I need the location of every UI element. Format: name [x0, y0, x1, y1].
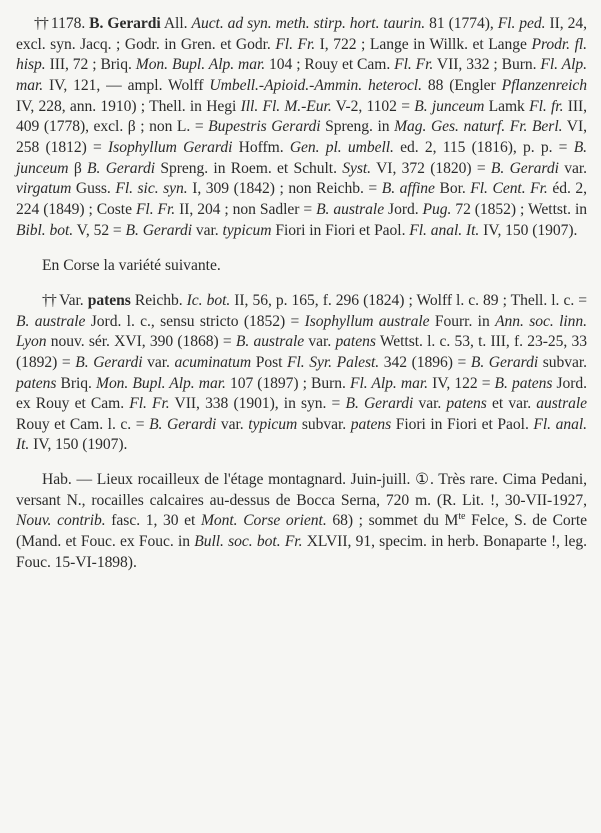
variety-segment: australe	[536, 395, 587, 413]
variety-segment: var.	[142, 353, 175, 371]
entry-main-segment: Fl. Fr.	[275, 35, 316, 53]
entry-main-segment: IV, 121, — ampl. Wolff	[43, 76, 210, 94]
entry-main-segment: Fl. Fr.	[394, 56, 434, 74]
variety-segment: var.	[216, 415, 249, 433]
variety-segment: IV, 150 (1907).	[29, 436, 128, 454]
entry-main-segment: Umbell.-Apioid.-Ammin. heterocl.	[209, 76, 422, 94]
variety-segment: Isophyllum australe	[304, 312, 430, 330]
entry-main-segment: Syst.	[342, 159, 372, 177]
entry-main-segment: Fl. Fr.	[135, 200, 176, 218]
entry-main-segment: 72 (1852) ; Wettst. in	[451, 200, 587, 218]
variety-segment: IV, 122 =	[427, 374, 495, 392]
entry-main-segment: Gen. pl. umbell.	[289, 138, 394, 156]
variety-entry	[16, 291, 587, 456]
entry-main-segment: 1178.	[50, 15, 90, 32]
entry-main-segment: VI, 258 (1812) =	[16, 118, 587, 156]
variety-segment: Rouy et Cam. l. c. =	[16, 415, 150, 433]
entry-main-segment: II, 24, excl. syn. Jacq. ; Godr. in Gren. et Godr.	[16, 15, 587, 53]
entry-main-segment: ed. 2, 115 (1816), p. p. =	[393, 138, 574, 156]
variety-segment: II, 56, p. 165, f. 296 (1824) ; Wolff l. c. 89 ; Thell. l. c. =	[230, 291, 587, 309]
variety-segment: nouv. sér. XVI, 390 (1868) =	[46, 333, 236, 351]
entry-main-segment: VI, 372 (1820) =	[371, 159, 491, 177]
habitat-segment: Hab. — Lieux rocailleux de l'étage montagnard. Juin-juill. ①. Très rare. Cima Pedani, versant N., rocailles calcaires au-dessus de Bocca Serna, 720 m. (R. Lit. !, 30-VII-1927,	[16, 471, 587, 509]
entry-main-segment: 81 (1774),	[425, 15, 498, 32]
variety-segment: acuminatum	[174, 353, 252, 371]
variety-segment: var.	[413, 395, 447, 413]
entry-main-segment: B. junceum	[16, 138, 588, 177]
entry-main-segment: Bor.	[434, 180, 471, 198]
variety-segment: Jord. l. c., sensu stricto (1852) =	[85, 312, 305, 330]
variety-segment: B. Gerardi	[75, 353, 143, 371]
variety-segment: B. patens	[494, 374, 553, 392]
entry-main-segment: var.	[558, 159, 587, 177]
entry-main-segment: B. junceum	[414, 97, 485, 115]
variety-segment: ††	[42, 291, 60, 309]
entry-main-segment: Hoffm.	[232, 138, 290, 156]
variety-segment: Fiori in Fiori et Paol.	[391, 415, 534, 433]
entry-main-segment: B. affine	[381, 180, 435, 198]
entry-main-segment: B. Gerardi	[125, 221, 193, 239]
entry-main-segment: Mag. Ges. naturf. Fr. Berl.	[394, 118, 563, 136]
variety-segment: VII, 338 (1901), in syn. =	[169, 395, 346, 413]
entry-main-segment: V, 52 =	[73, 221, 126, 239]
variety-segment: Fl. Fr.	[129, 395, 170, 413]
entry-main-segment: Jord.	[384, 200, 423, 218]
variety-segment: Fl. Syr. Palest.	[287, 353, 380, 371]
entry-main-segment: Fl. anal. It.	[409, 221, 480, 239]
variety-segment: Reichb.	[130, 291, 187, 309]
entry-main-segment: Bupestris Gerardi	[208, 118, 321, 136]
variety-segment: B. australe	[235, 333, 305, 351]
habitat-segment: Mont. Corse orient.	[200, 512, 327, 530]
variety-segment: patens	[87, 291, 131, 309]
entry-main-segment: I, 309 (1842) ; non Reichb. =	[187, 180, 382, 198]
entry-main-segment: Bibl. bot.	[16, 221, 74, 239]
variety-segment: Post	[251, 353, 287, 371]
entry-main-segment: B. Gerardi	[87, 159, 156, 177]
entry-main-segment: Prodr. fl. hisp.	[16, 35, 587, 74]
variety-segment: patens	[335, 333, 376, 351]
entry-main-segment: typicum	[222, 221, 272, 239]
variety-segment: Fourr. in	[429, 312, 496, 330]
entry-main-segment: Ill. Fl. M.-Eur.	[240, 97, 332, 115]
entry-main-segment: B. Gerardi	[89, 15, 161, 32]
variety-segment: Ann. soc. linn. Lyon	[16, 312, 588, 351]
variety-segment: Briq.	[56, 374, 96, 392]
entry-main-segment: ††	[34, 15, 51, 32]
habitat-segment: 68) ; sommet du M	[326, 512, 459, 530]
entry-main-segment: IV, 150 (1907).	[479, 221, 578, 239]
habitat-segment: te	[458, 511, 466, 523]
species-entry	[16, 14, 587, 241]
habitat-segment: XLVII, 91, specim. in herb. Bonaparte !, leg. Fouc. 15-VI-1898).	[16, 533, 587, 571]
variety-segment: B. Gerardi	[470, 353, 539, 371]
entry-main-segment: Auct. ad syn. meth. stirp. hort. taurin.	[191, 15, 426, 32]
habitat-paragraph	[16, 470, 587, 573]
entry-main-segment: Mon. Bupl. Alp. mar.	[135, 56, 266, 74]
variety-segment: Var.	[59, 291, 88, 309]
entry-main-segment: var.	[192, 221, 223, 239]
entry-main-segment: Fl. sic. syn.	[115, 180, 188, 198]
entry-main-segment: éd. 2, 224 (1849) ; Coste	[16, 180, 587, 218]
entry-main-segment: I, 722 ; Lange in Willk. et Lange	[315, 35, 532, 53]
variety-segment: patens	[350, 415, 392, 433]
entry-main-segment: Spreng. in Roem. et Schult.	[155, 159, 343, 177]
entry-main-segment: 88 (Engler	[421, 76, 502, 94]
variety-segment: 107 (1897) ; Burn.	[225, 374, 350, 392]
entry-main-segment: II, 204 ; non Sadler =	[175, 200, 317, 218]
entry-main-segment: Fl. Alp. mar.	[16, 56, 587, 94]
variety-segment: B. Gerardi	[345, 395, 414, 413]
variety-segment: Fl. anal. It.	[16, 415, 587, 454]
entry-main-segment: 104 ; Rouy et Cam.	[265, 56, 395, 74]
variety-segment: B. australe	[16, 312, 86, 330]
entry-main-segment: Fl. fr.	[529, 97, 564, 115]
entry-main-segment: VII, 332 ; Burn.	[433, 56, 541, 74]
entry-main-segment: All.	[160, 15, 192, 32]
variety-segment: Ic. bot.	[186, 291, 231, 309]
variety-segment: patens	[446, 395, 487, 413]
entry-main-segment: Fiori in Fiori et Paol.	[271, 221, 410, 239]
variety-segment: 342 (1896) =	[379, 353, 471, 371]
variety-segment: B. Gerardi	[149, 415, 217, 433]
entry-main-segment: B. Gerardi	[490, 159, 559, 177]
corse-note: En Corse la variété suivante.	[42, 257, 221, 275]
entry-main-segment: β	[68, 159, 88, 177]
habitat-segment: Bull. soc. bot. Fr.	[194, 533, 303, 551]
variety-segment: patens	[16, 374, 57, 392]
entry-main-segment: B. australe	[316, 200, 385, 218]
variety-segment: var.	[304, 333, 336, 351]
entry-main-segment: virgatum	[16, 180, 72, 198]
entry-main-segment: Guss.	[71, 180, 116, 198]
variety-segment: subvar.	[538, 353, 587, 371]
entry-main-segment: Fl. Cent. Fr.	[470, 180, 548, 198]
entry-main-segment: Isophyllum Gerardi	[108, 138, 233, 156]
variety-segment: Mon. Bupl. Alp. mar.	[96, 374, 226, 392]
variety-segment: typicum	[248, 415, 298, 433]
variety-segment: et var.	[486, 395, 537, 413]
entry-main-segment: V-2, 1102 =	[331, 97, 415, 115]
entry-main-segment: Pflanzenreich	[501, 76, 587, 94]
entry-main-segment: IV, 228, ann. 1910) ; Thell. in Hegi	[16, 97, 241, 115]
variety-segment: Jord. ex Rouy et Cam.	[16, 374, 587, 413]
entry-main-segment: III, 72 ; Briq.	[45, 56, 136, 74]
entry-main-segment: Pug.	[422, 200, 452, 218]
habitat-segment: Nouv. contrib.	[16, 512, 106, 530]
variety-segment: Wettst. l. c. 53, t. III, f. 23-25, 33 (1892) =	[16, 333, 587, 371]
entry-main-segment: III, 409 (1778), excl. β ; non L. =	[16, 97, 587, 136]
variety-segment: Fl. Alp. mar.	[349, 374, 428, 392]
entry-main-segment: Lamk	[484, 97, 530, 115]
entry-main-segment: Fl. ped.	[497, 15, 546, 32]
variety-segment: subvar.	[297, 415, 351, 433]
entry-main-segment: Spreng. in	[320, 118, 395, 136]
habitat-segment: fasc. 1, 30 et	[105, 512, 201, 530]
habitat-segment: Felce, S. de Corte (Mand. et Fouc. ex Fouc. in	[16, 512, 587, 551]
